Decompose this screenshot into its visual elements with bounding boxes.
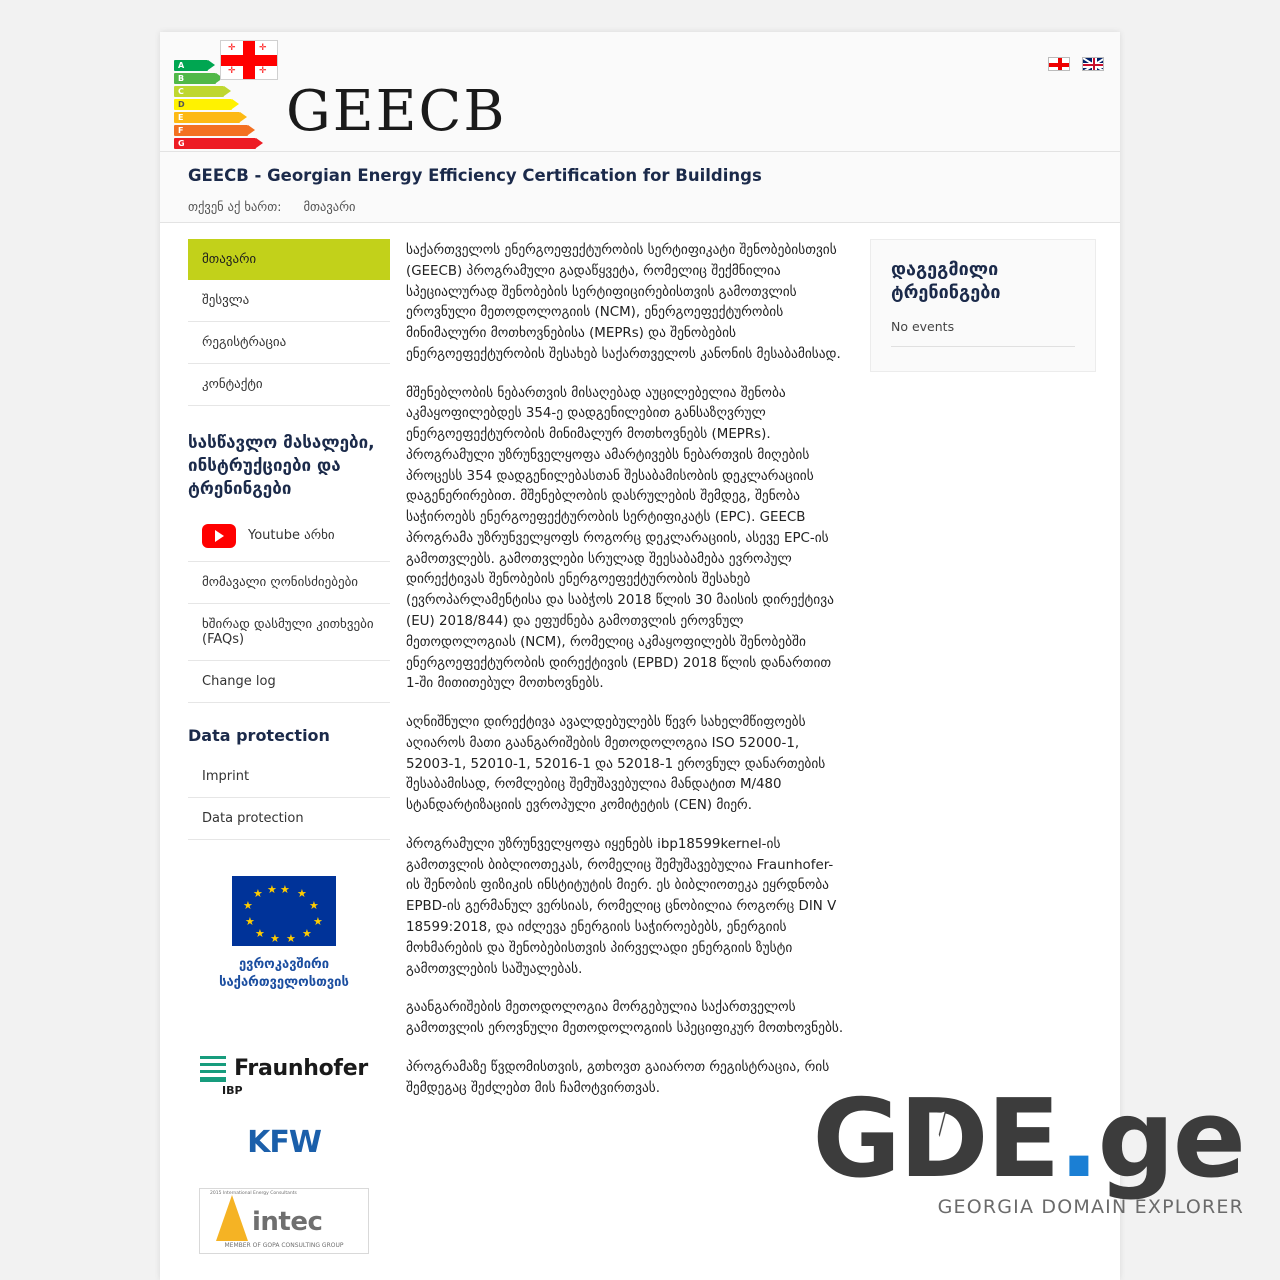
sidebar	[160, 223, 390, 1254]
intec-footer: MEMBER OF GOPA CONSULTING GROUP	[224, 1241, 344, 1249]
site-logo[interactable]	[168, 38, 507, 146]
content-paragraph-4: პროგრამული უზრუნველყოფა იყენებს ibp18599kernel-ის გამოთვლის ბიბლიოთეკას, რომელიც შემუშავებულია Fraunhofer-ის შენობის ფიზიკის ინსტიტუტის მიერ. ეს ბიბლიოთეკა ეყრდნობა EPBD-ის გერმანულ ვერსიას, რომელიც ცნობილია როგორც DIN V 18599:2018, და იძლევა ენერგიის საჭიროებებს, ენერგიის მოხმარების და შენობებისთვის პირველადი ენერგიის ზუსტი გამოთვლების საშუალებას.	[406, 836, 837, 977]
watermark-dot: .	[1058, 1076, 1098, 1202]
brand-name: GEECB	[286, 79, 507, 144]
sidebar-item-data-protection[interactable]: Data protection	[188, 798, 390, 840]
sidebar-item-home[interactable]: მთავარი	[188, 239, 390, 280]
right-column	[870, 223, 1120, 372]
intec-wordmark: intec	[252, 1206, 323, 1237]
energy-label-icon: A B C D E F G ✛ ✛ ✛ ✛	[168, 38, 276, 146]
page-title: GEECB - Georgian Energy Efficiency Certification for Buildings	[188, 166, 762, 185]
upcoming-trainings-panel	[870, 239, 1096, 372]
main-content	[390, 223, 870, 1147]
watermark-subtitle: GEORGIA DOMAIN EXPLORER	[937, 1196, 1244, 1218]
sidebar-item-youtube-label: Youtube არხი	[248, 528, 335, 544]
body-wrapper	[160, 223, 1120, 1254]
language-ka-flag-icon[interactable]	[1048, 57, 1070, 71]
eu-caption-line2: საქართველოსთვის	[219, 974, 349, 990]
site-container	[160, 32, 1120, 1280]
sidebar-item-login[interactable]: შესვლა	[188, 280, 390, 322]
watermark-gd: GD	[812, 1076, 987, 1202]
kfw-logo: KFW	[247, 1124, 321, 1160]
site-header	[160, 32, 1120, 152]
watermark-e: E	[986, 1076, 1059, 1202]
breadcrumb	[188, 199, 1092, 214]
panel-body: No events	[891, 319, 1075, 347]
sidebar-item-imprint[interactable]: Imprint	[188, 756, 390, 798]
content-paragraph-3: აღნიშნული დირექტივა ავალდებულებს წევრ სახელმწიფოებს აღიაროს მათი გაანგარიშების მეთოდოლოგია ISO 52000-1, 52003-1, 52010-1, 52016-1 და 52018-1 ეროვნულ დანართების შესაბამისად, რომლებიც შემუშავებულია მანდატით M/480 სტანდარტიზაციის ევროპული კომიტეტის (CEN) მიერ.	[406, 715, 826, 814]
breadcrumb-current[interactable]: მთავარი	[303, 199, 356, 214]
content-paragraph-1: საქართველოს ენერგოეფექტურობის სერტიფიკატი შენობებისთვის (GEECB) პროგრამული გადაწყვეტა, რომელიც შექმნილია სპეციალურად შენობების სერტიფიცირებისთვის გამოთვლის ეროვნული მეთოდოლოგიის (NCM), ენერგოეფექტურობის მინიმალური მოთხოვნებისა (MEPRs) და შენობების ენერგოეფექტურობის შესახებ საქართველოს კანონის მესაბამისად.	[406, 243, 841, 362]
sidebar-item-contact[interactable]: კონტაქტი	[188, 364, 390, 406]
content-paragraph-6: პროგრამაზე წვდომისთვის, გთხოვთ გაიაროთ რეგისტრაცია, რის შემდეგაც შეძლებთ მის ჩამოტვირთვას.	[406, 1059, 830, 1096]
fraunhofer-sub: IBP	[222, 1083, 243, 1097]
sidebar-item-registration[interactable]: რეგისტრაცია	[188, 322, 390, 364]
content-paragraph-2: მშენებლობის ნებართვის მისაღებად აუცილებელია შენობა აკმაყოფილებდეს 354-ე დადგენილებით განსაზღვრულ ენერგოეფექტურობის მინიმალურ მოთხოვნებს (MEPRs). პროგრამული უზრუნველყოფა ამარტივებს ნებართვის მიღების პროცესს 354 დადგენილებასთან შესაბამისობის დეკლარაციის დაგენერირებით. მშენებლობის დასრულების შემდეგ, შენობა საჭიროებს ენერგოეფექტურობის სერტიფიკატს (EPC). GEECB პროგრამა უზრუნველყოფს როგორც დეკლარაციის, ასევე EPC-ის გამოთვლებს. გამოთვლები სრულად შეესაბამება ევროპულ დირექტივას შენობების ენერგოეფექტურობის შესახებ (ევროპარლამენტისა და საბჭოს 2018 წლის 30 მაისის დირექტივა (EU) 2018/844) და ეფუძნება გამოთვლის ეროვნულ მეთოდოლოგიას (NCM), რომელიც აკმაყოფილებს შენობებში ენერგოეფექტურობის დირექტივის (EPBD) 2018 წლის დანართით 1-ში მითითებულ მოთხოვნებს.	[406, 385, 834, 692]
sidebar-item-upcoming-events[interactable]: მომავალი ღონისძიებები	[188, 562, 390, 604]
georgia-flag-icon: ✛ ✛ ✛ ✛	[220, 40, 278, 80]
fraunhofer-name: Fraunhofer	[234, 1056, 368, 1081]
fraunhofer-logo	[188, 1056, 380, 1097]
intec-logo	[199, 1188, 369, 1254]
watermark-ge: ge	[1097, 1076, 1244, 1202]
youtube-icon	[202, 524, 236, 548]
sidebar-item-faq[interactable]: ხშირად დასმული კითხვები (FAQs)	[188, 604, 390, 661]
sidebar-data-protection-heading: Data protection	[188, 725, 330, 745]
eu-flag-icon: ★ ★ ★ ★ ★ ★ ★ ★ ★ ★ ★ ★	[232, 876, 336, 946]
panel-title: დაგეგმილი ტრენინგები	[891, 259, 1001, 304]
intec-triangle-icon	[216, 1195, 248, 1241]
eu-caption	[188, 956, 380, 991]
language-switcher[interactable]	[1048, 57, 1104, 71]
sidebar-item-change-log[interactable]: Change log	[188, 661, 390, 703]
sponsor-logos	[188, 876, 390, 1253]
sidebar-item-youtube[interactable]	[188, 511, 390, 562]
title-band	[160, 152, 1120, 223]
fraunhofer-mark-icon	[200, 1056, 226, 1082]
language-en-flag-icon[interactable]	[1082, 57, 1104, 71]
intec-tagline: 2015 International Energy Consultants	[210, 1190, 297, 1196]
sidebar-resources-heading: სასწავლო მასალები, ინსტრუქციები და ტრენინგები	[188, 433, 375, 499]
breadcrumb-label: თქვენ აქ ხართ:	[188, 199, 282, 214]
eu-caption-line1: ევროკავშირი	[238, 957, 330, 973]
content-paragraph-5: გაანგარიშების მეთოდოლოგია მორგებულია საქართველოს გამოთვლის ეროვნული მეთოდოლოგიის სპეციფიკურ მოთხოვნებს.	[406, 1000, 844, 1037]
